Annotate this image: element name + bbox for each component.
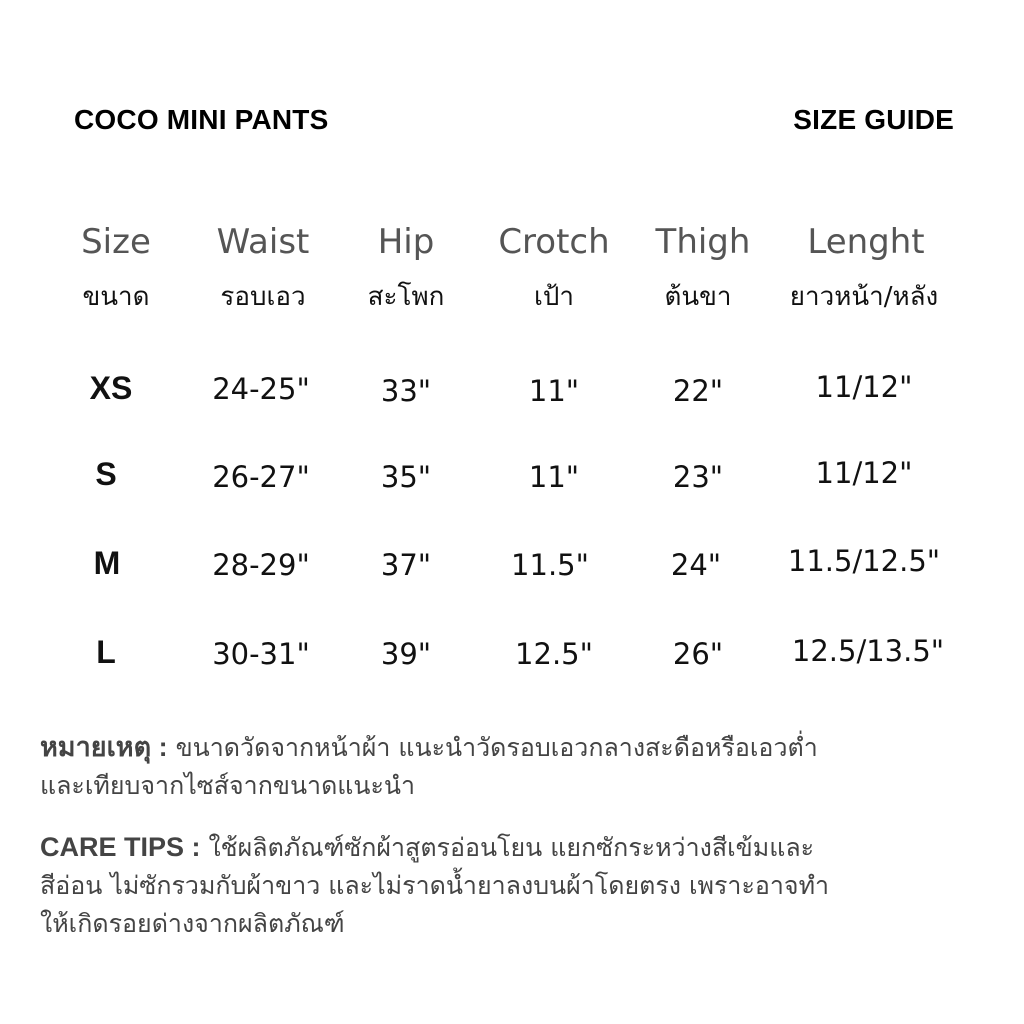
crotch-cell: 11.5" <box>511 548 589 582</box>
col-header-hip-th: สะโพก <box>367 282 445 312</box>
remark-text: ขนาดวัดจากหน้าผ้า แนะนำวัดรอบเอวกลางสะดือหรือเอวต่ำ <box>167 733 818 762</box>
care-line: สีอ่อน ไม่ซักรวมกับผ้าขาว และไม่ราดน้ำยาลงบนผ้าโดยตรง เพราะอาจทำ <box>40 871 830 900</box>
col-header-waist-th: รอบเอว <box>220 282 306 312</box>
col-header-thigh: Thigh <box>655 222 751 262</box>
col-header-waist: Waist <box>216 222 310 262</box>
col-header-size: Size <box>81 222 151 262</box>
col-header-length: Lenght <box>807 222 925 262</box>
crotch-cell: 12.5" <box>515 637 593 671</box>
col-header-thigh-th: ต้นขา <box>664 282 732 312</box>
remark-line: และเทียบจากไซส์จากขนาดแนะนำ <box>40 771 416 800</box>
care-text: ใช้ผลิตภัณฑ์ซักผ้าสูตรอ่อนโยน แยกซักระหว่างสีเข้มและ <box>200 833 815 862</box>
waist-cell: 28-29" <box>212 548 310 582</box>
remark-line <box>40 728 990 767</box>
hip-cell: 39" <box>380 637 432 671</box>
remark-note <box>40 728 990 805</box>
crotch-cell: 11" <box>528 460 580 494</box>
thigh-cell: 26" <box>672 637 724 671</box>
size-cell: M <box>93 545 121 581</box>
product-title: COCO MINI PANTS <box>74 104 329 135</box>
crotch-cell: 11" <box>528 374 580 408</box>
thigh-cell: 23" <box>672 460 724 494</box>
waist-cell: 26-27" <box>212 460 310 494</box>
length-cell: 11/12" <box>815 456 913 490</box>
waist-cell: 30-31" <box>212 637 310 671</box>
hip-cell: 37" <box>380 548 432 582</box>
size-cell: L <box>96 634 116 670</box>
col-header-crotch: Crotch <box>498 222 610 262</box>
size-guide-title: SIZE GUIDE <box>793 104 954 135</box>
page-header <box>74 104 954 136</box>
length-cell: 12.5/13.5" <box>791 634 945 668</box>
col-header-crotch-th: เป้า <box>534 282 574 312</box>
care-line: ให้เกิดรอยด่างจากผลิตภัณฑ์ <box>40 909 345 938</box>
col-header-hip: Hip <box>377 222 435 262</box>
care-tips-label: CARE TIPS : <box>40 832 201 862</box>
thigh-cell: 22" <box>672 374 724 408</box>
remark-label: หมายเหตุ : <box>40 732 168 762</box>
care-tips-note <box>40 828 990 943</box>
size-cell: XS <box>89 370 133 406</box>
col-header-size-th: ขนาด <box>82 282 150 312</box>
hip-cell: 33" <box>380 374 432 408</box>
length-cell: 11/12" <box>815 370 913 404</box>
thigh-cell: 24" <box>670 548 722 582</box>
care-line <box>40 828 990 867</box>
length-cell: 11.5/12.5" <box>787 544 941 578</box>
col-header-length-th: ยาวหน้า/หลัง <box>789 282 939 312</box>
hip-cell: 35" <box>380 460 432 494</box>
size-cell: S <box>95 456 117 492</box>
waist-cell: 24-25" <box>212 372 310 406</box>
